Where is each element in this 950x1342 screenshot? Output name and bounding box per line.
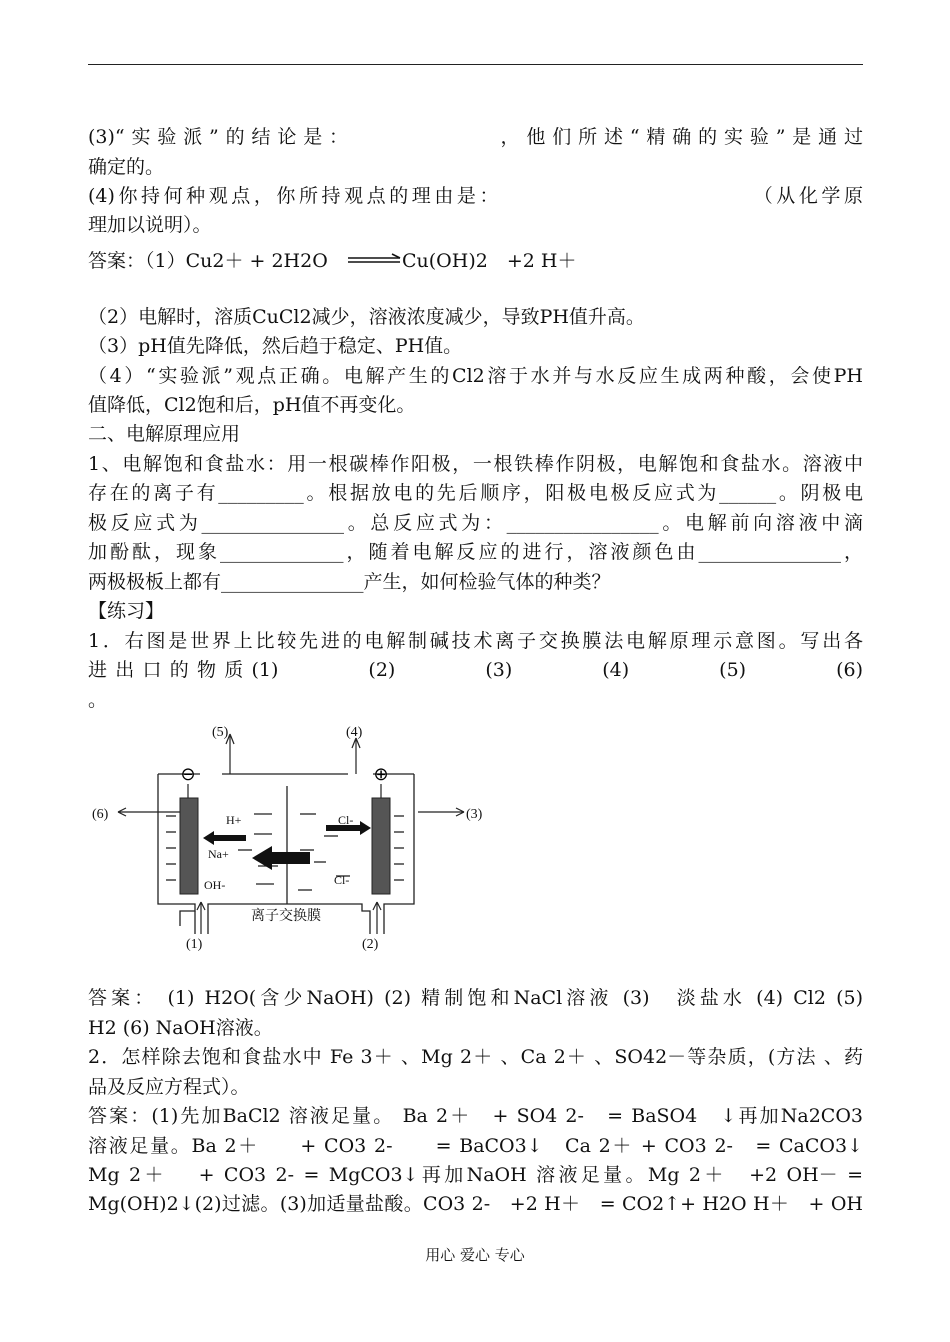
- text-line: 答案： (1) H2O(含少NaOH) (2) 精制饱和NaCl溶液 (3) 淡盐水 (4) Cl2 (5): [88, 987, 863, 1009]
- page-footer: 用心 爱心 专心: [425, 1246, 525, 1264]
- text-line: 值降低，Cl2饱和后，pH值不再变化。: [88, 394, 416, 416]
- text-line: 答案：（1）Cu2＋ + 2H2O: [88, 250, 328, 272]
- text-line: 溶液足量。Ba 2＋ + CO3 2- = BaCO3↓ Ca 2＋ + CO3 2- = CaCO3↓: [88, 1135, 863, 1157]
- text-line: 1、电解饱和食盐水：用一根碳棒作阳极，一根铁棒作阴极，电解饱和食盐水。溶液中: [88, 453, 863, 475]
- ion-label-cl-bottom: Cl-: [334, 873, 350, 887]
- text-line: 确定的。: [88, 156, 165, 178]
- text-line: （2）电解时，溶质CuCl2减少，溶液浓度减少，导致PH值升高。: [88, 306, 645, 328]
- text-line: H2 (6) NaOH溶液。: [88, 1017, 273, 1039]
- minus-terminal-label: ⊖: [180, 764, 196, 785]
- exercise-heading: 【练习】: [88, 600, 165, 622]
- header-rule: [88, 64, 863, 65]
- text-line: 答案：(1)先加BaCl2 溶液足量。 Ba 2＋ + SO4 2- = BaSO4 ↓再加Na2CO3: [88, 1105, 863, 1127]
- ion-label-oh: OH-: [204, 878, 226, 892]
- port-label-4: (4): [346, 725, 363, 740]
- anode-electrode: [372, 798, 390, 894]
- text-line: Cu(OH)2 +2 H＋: [402, 250, 577, 272]
- cathode-electrode: [180, 798, 198, 894]
- electrolysis-diagram: [88, 716, 508, 956]
- ion-label-cl-top: Cl-: [338, 813, 354, 827]
- text-line: 进出口的物质(1) (2) (3) (4) (5) (6): [88, 659, 863, 681]
- text-line: 加酚酞，现象_____________，随着电解反应的进行，溶液颜色由_______________，: [88, 541, 863, 563]
- text-line: 1．右图是世界上比较先进的电解制碱技术离子交换膜法电解原理示意图。写出各: [88, 630, 863, 652]
- text-line: 品及反应方程式）。: [88, 1076, 250, 1098]
- text-line: （4）“实验派”观点正确。电解产生的Cl2溶于水并与水反应生成两种酸，会使PH: [88, 365, 863, 387]
- port-label-2: (2): [362, 937, 379, 952]
- port-label-5: (5): [212, 725, 229, 740]
- text-line: Mg(OH)2↓(2)过滤。(3)加适量盐酸。CO3 2- +2 H＋ = CO2↑+ H2O H＋ + OH: [88, 1193, 863, 1215]
- text-line: 。: [88, 689, 108, 711]
- equilibrium-arrow-icon: [346, 249, 402, 271]
- text-line: (3)“实验派”的结论是： ，他们所述“精确的实验”是通过: [88, 126, 863, 148]
- text-line: （3）pH值先降低，然后趋于稳定、PH值。: [88, 335, 463, 357]
- port-label-3: (3): [466, 807, 483, 822]
- plus-terminal-label: ⊕: [373, 764, 389, 785]
- text-line: 2．怎样除去饱和食盐水中 Fe 3＋ 、Mg 2＋ 、Ca 2＋ 、SO42－等杂质，(方法 、药: [88, 1046, 863, 1068]
- port-label-6: (6): [92, 807, 109, 822]
- text-line: (4)你持何种观点，你所持观点的理由是： （从化学原: [88, 185, 863, 207]
- text-line: 存在的离子有_________。根据放电的先后顺序，阳极电极反应式为______。阴极电: [88, 482, 863, 504]
- h-ion-arrow: [203, 831, 246, 845]
- section-heading: 二、电解原理应用: [88, 423, 241, 445]
- ion-label-na: Na+: [208, 847, 229, 861]
- membrane-label: 离子交换膜: [251, 909, 321, 924]
- text-line: 极反应式为_______________。总反应式为：________________。电解前向溶液中滴: [88, 512, 863, 534]
- ion-label-h: H+: [226, 813, 242, 827]
- text-line: 两极极板上都有_______________产生，如何检验气体的种类？: [88, 571, 611, 593]
- port-label-1: (1): [186, 937, 203, 952]
- text-line: 理加以说明）。: [88, 214, 212, 236]
- text-line: Mg 2＋ + CO3 2- = MgCO3↓再加NaOH 溶液足量。Mg 2＋ +2 OH－ =: [88, 1164, 863, 1186]
